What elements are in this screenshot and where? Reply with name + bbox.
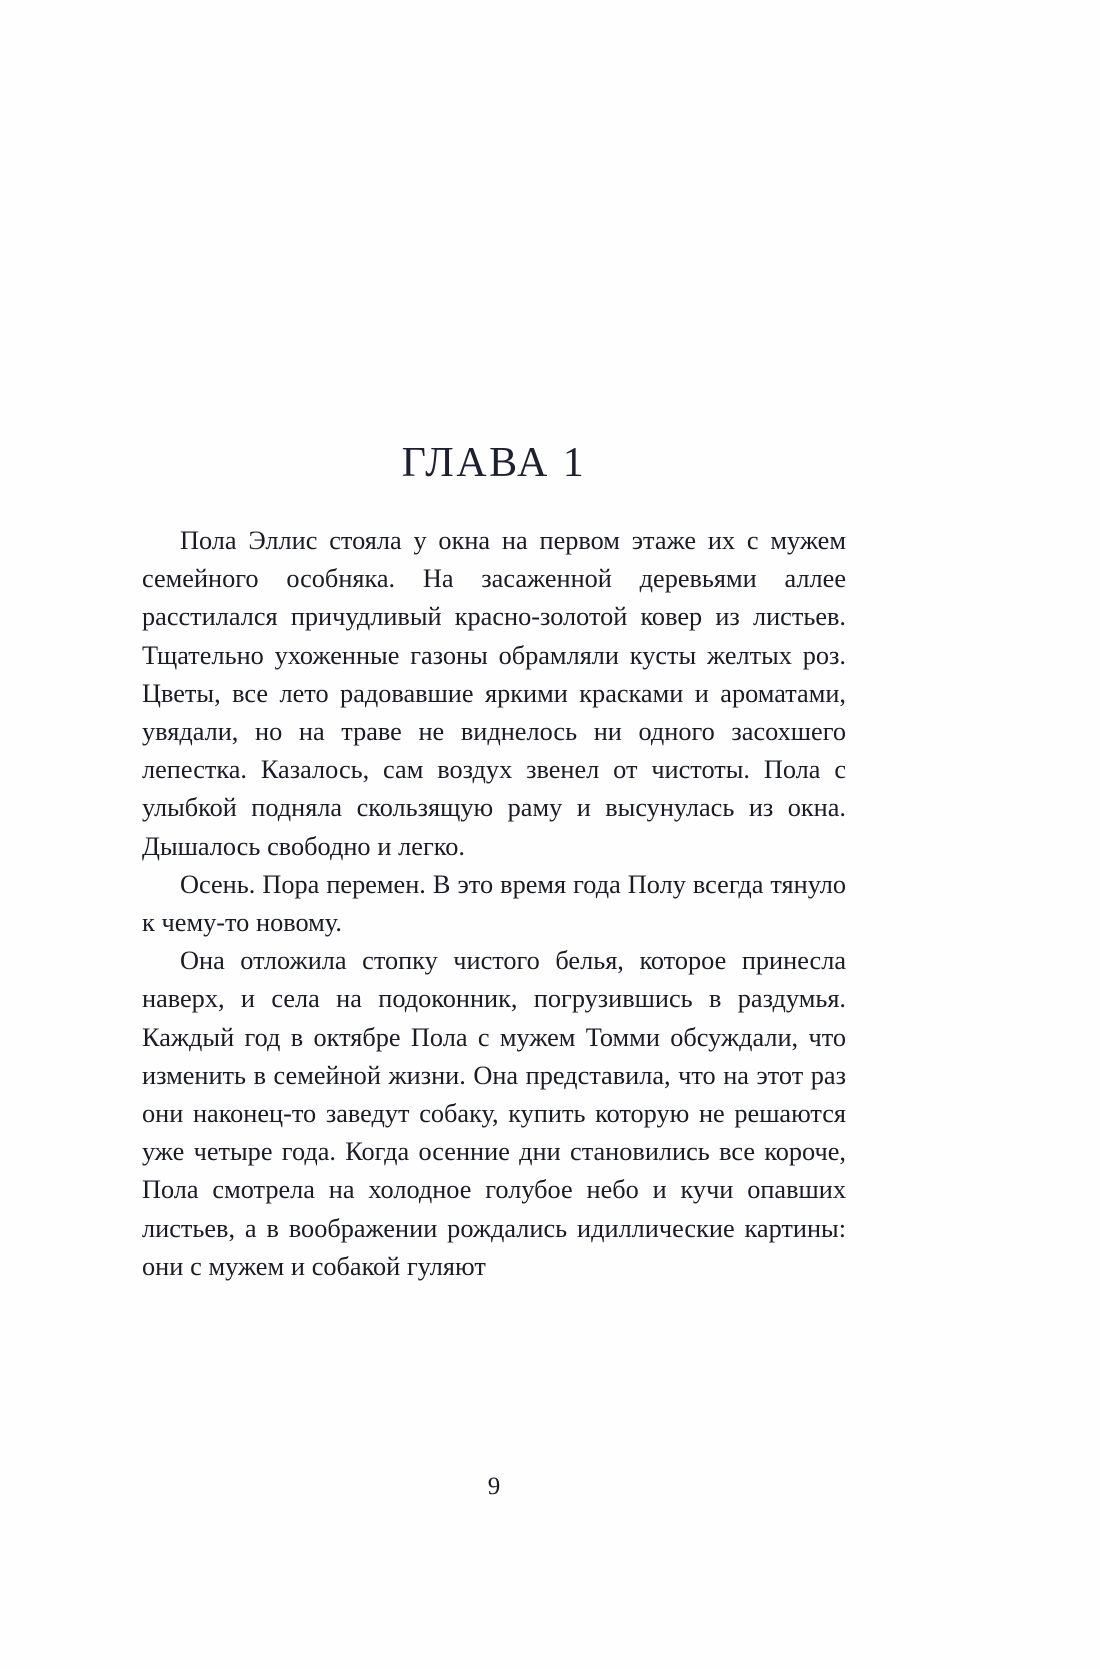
paragraph: Пола Эллис стояла у окна на первом этаже их с мужем семейного особняка. На засаженной деревьями аллее расстилался причудливый красно-золотой ковер из листьев. Тщательно ухоженные газоны обрамляли кусты желтых роз. Цветы, все лето радовавшие яркими красками и ароматами, увядали, но на траве не виднелось ни одного засохшего лепестка. Казалось, сам воздух звенел от чистоты. Пола с улыбкой подняла скользящую раму и высунулась из окна. Дышалось свободно и легко.	[142, 526, 846, 861]
paragraph: Осень. Пора перемен. В это время года Полу всегда тянуло к чему-то новому.	[142, 869, 846, 938]
body-text	[142, 522, 846, 1286]
text-column	[142, 0, 846, 1669]
page-number: 9	[487, 1473, 501, 1500]
paragraph: Она отложила стопку чистого белья, которое принесла наверх, и села на подоконник, погрузившись в раздумья. Каждый год в октябре Пола с мужем Томми обсуждали, что изменить в семейной жизни. Она представила, что на этот раз они наконец-то заведут собаку, купить которую не решаются уже четыре года. Когда осенние дни становились все короче, Пола смотрела на холодное голубое небо и кучи опавших листьев, а в воображении рождались идиллические картины: они с мужем и собакой гуляют	[142, 946, 846, 1281]
chapter-heading: ГЛАВА 1	[401, 440, 587, 486]
